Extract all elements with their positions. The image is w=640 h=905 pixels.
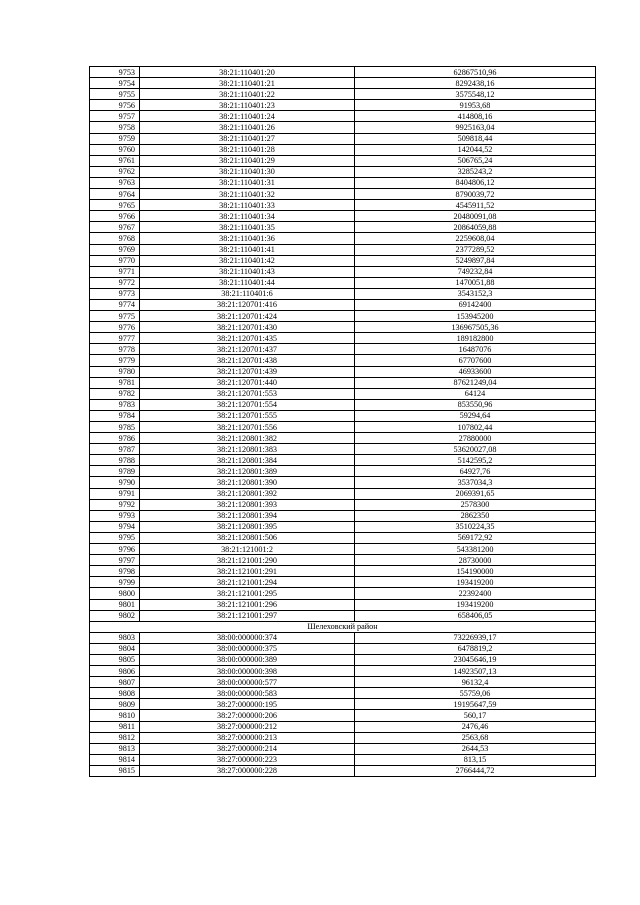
cadastral-value: 853550,96 (355, 399, 596, 410)
cadastral-value: 67707600 (355, 355, 596, 366)
cadastral-value: 2766444,72 (355, 765, 596, 776)
cadastral-number: 38:00:000000:398 (140, 666, 355, 677)
row-number: 9785 (90, 422, 140, 433)
row-number: 9775 (90, 311, 140, 322)
cadastral-value: 8790039,72 (355, 189, 596, 200)
cadastral-value: 1470051,88 (355, 277, 596, 288)
cadastral-value: 16487076 (355, 344, 596, 355)
row-number: 9778 (90, 344, 140, 355)
row-number: 9777 (90, 333, 140, 344)
table-row (90, 754, 596, 765)
cadastral-number: 38:21:110401:6 (140, 288, 355, 299)
table-row (90, 643, 596, 654)
cadastral-number: 38:21:120801:383 (140, 444, 355, 455)
table-row (90, 532, 596, 543)
row-number: 9772 (90, 277, 140, 288)
row-number: 9761 (90, 155, 140, 166)
row-number: 9784 (90, 410, 140, 421)
table-row (90, 577, 596, 588)
cadastral-value: 153945200 (355, 311, 596, 322)
cadastral-number: 38:21:110401:28 (140, 144, 355, 155)
table-row (90, 67, 596, 78)
cadastral-number: 38:21:110401:43 (140, 266, 355, 277)
table-row (90, 444, 596, 455)
row-number: 9755 (90, 89, 140, 100)
cadastral-number: 38:21:110401:33 (140, 200, 355, 211)
cadastral-number: 38:21:110401:44 (140, 277, 355, 288)
cadastral-number: 38:27:000000:206 (140, 710, 355, 721)
cadastral-value: 2259608,04 (355, 233, 596, 244)
cadastral-number: 38:27:000000:212 (140, 721, 355, 732)
cadastral-number: 38:21:120801:382 (140, 433, 355, 444)
row-number: 9754 (90, 78, 140, 89)
cadastral-number: 38:21:120701:555 (140, 410, 355, 421)
cadastral-value: 91953,68 (355, 100, 596, 111)
row-number: 9781 (90, 377, 140, 388)
table-row (90, 466, 596, 477)
row-number: 9765 (90, 200, 140, 211)
cadastral-number: 38:21:120701:439 (140, 366, 355, 377)
cadastral-value: 8404806,12 (355, 177, 596, 188)
cadastral-number: 38:21:121001:2 (140, 544, 355, 555)
table-row (90, 122, 596, 133)
row-number: 9812 (90, 732, 140, 743)
cadastral-value: 749232,84 (355, 266, 596, 277)
row-number: 9766 (90, 211, 140, 222)
cadastral-number: 38:21:110401:24 (140, 111, 355, 122)
table-row (90, 322, 596, 333)
cadastral-value: 3285243,2 (355, 166, 596, 177)
table-row (90, 166, 596, 177)
row-number: 9800 (90, 588, 140, 599)
row-number: 9789 (90, 466, 140, 477)
cadastral-number: 38:21:120701:440 (140, 377, 355, 388)
cadastral-number: 38:21:121001:291 (140, 566, 355, 577)
row-number: 9805 (90, 654, 140, 665)
cadastral-number: 38:21:110401:29 (140, 155, 355, 166)
row-number: 9814 (90, 754, 140, 765)
cadastral-value: 64124 (355, 388, 596, 399)
table-row (90, 399, 596, 410)
cadastral-number: 38:00:000000:374 (140, 632, 355, 643)
table-row (90, 388, 596, 399)
cadastral-value: 53620027,08 (355, 444, 596, 455)
cadastral-value: 20864059,88 (355, 222, 596, 233)
cadastral-number: 38:21:120801:395 (140, 521, 355, 532)
row-number: 9769 (90, 244, 140, 255)
cadastral-value: 28730000 (355, 555, 596, 566)
row-number: 9815 (90, 765, 140, 776)
row-number: 9776 (90, 322, 140, 333)
cadastral-value: 3537034,3 (355, 477, 596, 488)
cadastral-number: 38:00:000000:577 (140, 677, 355, 688)
cadastral-value: 658406,05 (355, 610, 596, 621)
cadastral-number: 38:21:120701:430 (140, 322, 355, 333)
cadastral-number: 38:27:000000:195 (140, 699, 355, 710)
cadastral-value: 59294,64 (355, 410, 596, 421)
table-row (90, 133, 596, 144)
cadastral-value: 506765,24 (355, 155, 596, 166)
cadastral-value: 5249897,84 (355, 255, 596, 266)
table-row (90, 111, 596, 122)
cadastral-value: 73226939,17 (355, 632, 596, 643)
cadastral-number: 38:27:000000:214 (140, 743, 355, 754)
table-row (90, 377, 596, 388)
table-row (90, 299, 596, 310)
table-row (90, 710, 596, 721)
table-row (90, 200, 596, 211)
cadastral-number: 38:21:110401:23 (140, 100, 355, 111)
cadastral-value: 2476,46 (355, 721, 596, 732)
table-row (90, 455, 596, 466)
table-row (90, 544, 596, 555)
table-row (90, 588, 596, 599)
row-number: 9786 (90, 433, 140, 444)
cadastral-number: 38:00:000000:583 (140, 688, 355, 699)
row-number: 9795 (90, 532, 140, 543)
cadastral-value: 107802,44 (355, 422, 596, 433)
cadastral-number: 38:21:121001:296 (140, 599, 355, 610)
cadastral-number: 38:21:121001:295 (140, 588, 355, 599)
row-number: 9758 (90, 122, 140, 133)
cadastral-number: 38:21:120701:556 (140, 422, 355, 433)
cadastral-number: 38:27:000000:228 (140, 765, 355, 776)
row-number: 9774 (90, 299, 140, 310)
table-row (90, 488, 596, 499)
row-number: 9768 (90, 233, 140, 244)
cadastral-number: 38:21:120801:393 (140, 499, 355, 510)
row-number: 9807 (90, 677, 140, 688)
cadastral-number: 38:21:120701:553 (140, 388, 355, 399)
table-row (90, 288, 596, 299)
section-header (90, 621, 596, 632)
table-row (90, 732, 596, 743)
table-row (90, 89, 596, 100)
row-number: 9756 (90, 100, 140, 111)
cadastral-value: 813,15 (355, 754, 596, 765)
cadastral-value: 3575548,12 (355, 89, 596, 100)
table-body-part-2 (90, 632, 596, 776)
cadastral-value: 27880000 (355, 433, 596, 444)
row-number: 9759 (90, 133, 140, 144)
cadastral-number: 38:21:110401:31 (140, 177, 355, 188)
cadastral-value: 136967505,36 (355, 322, 596, 333)
cadastral-number: 38:21:120701:416 (140, 299, 355, 310)
cadastral-value: 5142595,2 (355, 455, 596, 466)
table-row (90, 599, 596, 610)
cadastral-number: 38:21:110401:22 (140, 89, 355, 100)
row-number: 9780 (90, 366, 140, 377)
cadastral-number: 38:00:000000:389 (140, 654, 355, 665)
table-row (90, 499, 596, 510)
table-row (90, 344, 596, 355)
cadastral-value: 22392400 (355, 588, 596, 599)
table-row (90, 632, 596, 643)
cadastral-number: 38:21:120801:384 (140, 455, 355, 466)
row-number: 9770 (90, 255, 140, 266)
cadastral-number: 38:21:110401:27 (140, 133, 355, 144)
cadastral-value: 55759,06 (355, 688, 596, 699)
cadastral-value: 2563,68 (355, 732, 596, 743)
cadastral-value: 569172,92 (355, 532, 596, 543)
table-row (90, 233, 596, 244)
cadastral-number: 38:27:000000:223 (140, 754, 355, 765)
row-number: 9798 (90, 566, 140, 577)
cadastral-value: 4545911,52 (355, 200, 596, 211)
table-row (90, 266, 596, 277)
row-number: 9764 (90, 189, 140, 200)
table-row (90, 566, 596, 577)
table-row (90, 255, 596, 266)
row-number: 9810 (90, 710, 140, 721)
cadastral-value: 6478819,2 (355, 643, 596, 654)
row-number: 9803 (90, 632, 140, 643)
cadastral-value: 543381200 (355, 544, 596, 555)
cadastral-value: 560,17 (355, 710, 596, 721)
row-number: 9811 (90, 721, 140, 732)
table-row (90, 666, 596, 677)
table-row (90, 189, 596, 200)
row-number: 9799 (90, 577, 140, 588)
row-number: 9782 (90, 388, 140, 399)
table-row (90, 743, 596, 754)
table-row (90, 699, 596, 710)
cadastral-number: 38:21:120801:394 (140, 510, 355, 521)
cadastral-number: 38:21:120801:390 (140, 477, 355, 488)
row-number: 9797 (90, 555, 140, 566)
cadastral-number: 38:21:120701:435 (140, 333, 355, 344)
cadastral-number: 38:21:120701:438 (140, 355, 355, 366)
row-number: 9788 (90, 455, 140, 466)
table-row (90, 155, 596, 166)
cadastral-value: 189182800 (355, 333, 596, 344)
row-number: 9791 (90, 488, 140, 499)
row-number: 9796 (90, 544, 140, 555)
row-number: 9793 (90, 510, 140, 521)
table-row (90, 333, 596, 344)
cadastral-value: 142044,52 (355, 144, 596, 155)
cadastral-value: 193419200 (355, 577, 596, 588)
cadastral-number: 38:00:000000:375 (140, 643, 355, 654)
table-row (90, 355, 596, 366)
cadastral-value: 23045646,19 (355, 654, 596, 665)
table-row (90, 78, 596, 89)
row-number: 9802 (90, 610, 140, 621)
cadastral-number: 38:21:121001:290 (140, 555, 355, 566)
table-row (90, 177, 596, 188)
cadastral-value: 2377289,52 (355, 244, 596, 255)
cadastral-value: 19195647,59 (355, 699, 596, 710)
cadastral-number: 38:21:120801:389 (140, 466, 355, 477)
table-row (90, 100, 596, 111)
cadastral-value: 193419200 (355, 599, 596, 610)
table-row (90, 654, 596, 665)
table-row (90, 510, 596, 521)
row-number: 9767 (90, 222, 140, 233)
cadastral-value: 20480091,08 (355, 211, 596, 222)
table-row (90, 311, 596, 322)
cadastral-value: 14923507,13 (355, 666, 596, 677)
cadastral-number: 38:21:110401:35 (140, 222, 355, 233)
row-number: 9790 (90, 477, 140, 488)
row-number: 9783 (90, 399, 140, 410)
cadastral-number: 38:21:120701:554 (140, 399, 355, 410)
cadastral-value: 3543152,3 (355, 288, 596, 299)
table-row (90, 366, 596, 377)
cadastral-number: 38:21:120801:392 (140, 488, 355, 499)
table-row (90, 211, 596, 222)
row-number: 9771 (90, 266, 140, 277)
cadastral-number: 38:21:110401:26 (140, 122, 355, 133)
cadastral-value: 2862350 (355, 510, 596, 521)
cadastral-number: 38:21:120801:506 (140, 532, 355, 543)
cadastral-number: 38:21:121001:297 (140, 610, 355, 621)
cadastral-value: 2578300 (355, 499, 596, 510)
table-body-part-1 (90, 67, 596, 622)
cadastral-value-table (89, 66, 596, 777)
row-number: 9792 (90, 499, 140, 510)
table-row (90, 521, 596, 532)
cadastral-value: 154190000 (355, 566, 596, 577)
row-number: 9813 (90, 743, 140, 754)
cadastral-value: 96132,4 (355, 677, 596, 688)
row-number: 9762 (90, 166, 140, 177)
table-row (90, 721, 596, 732)
cadastral-number: 38:21:121001:294 (140, 577, 355, 588)
cadastral-number: 38:21:110401:34 (140, 211, 355, 222)
section-title: Шелеховский район (90, 621, 596, 632)
row-number: 9753 (90, 67, 140, 78)
row-number: 9806 (90, 666, 140, 677)
cadastral-number: 38:21:110401:42 (140, 255, 355, 266)
table-row (90, 677, 596, 688)
table-row (90, 277, 596, 288)
cadastral-number: 38:21:110401:30 (140, 166, 355, 177)
row-number: 9773 (90, 288, 140, 299)
row-number: 9763 (90, 177, 140, 188)
cadastral-value: 64927,76 (355, 466, 596, 477)
cadastral-value: 2644,53 (355, 743, 596, 754)
table-row (90, 688, 596, 699)
cadastral-value: 2069391,65 (355, 488, 596, 499)
table-row (90, 144, 596, 155)
row-number: 9801 (90, 599, 140, 610)
cadastral-value: 69142400 (355, 299, 596, 310)
cadastral-value: 87621249,04 (355, 377, 596, 388)
cadastral-value: 9925163,04 (355, 122, 596, 133)
cadastral-value: 46933600 (355, 366, 596, 377)
cadastral-number: 38:21:110401:36 (140, 233, 355, 244)
cadastral-value: 414808,16 (355, 111, 596, 122)
cadastral-number: 38:21:120701:424 (140, 311, 355, 322)
row-number: 9808 (90, 688, 140, 699)
cadastral-value: 8292438,16 (355, 78, 596, 89)
row-number: 9757 (90, 111, 140, 122)
table-row (90, 244, 596, 255)
cadastral-number: 38:21:110401:21 (140, 78, 355, 89)
row-number: 9787 (90, 444, 140, 455)
table-row (90, 610, 596, 621)
row-number: 9804 (90, 643, 140, 654)
table-row (90, 765, 596, 776)
cadastral-number: 38:21:120701:437 (140, 344, 355, 355)
cadastral-value: 3510224,35 (355, 521, 596, 532)
cadastral-number: 38:21:110401:20 (140, 67, 355, 78)
row-number: 9794 (90, 521, 140, 532)
row-number: 9809 (90, 699, 140, 710)
cadastral-value: 509818,44 (355, 133, 596, 144)
section-row (90, 621, 596, 632)
row-number: 9760 (90, 144, 140, 155)
table-row (90, 477, 596, 488)
table-row (90, 433, 596, 444)
cadastral-number: 38:27:000000:213 (140, 732, 355, 743)
table-row (90, 222, 596, 233)
table-row (90, 410, 596, 421)
cadastral-value: 62867510,96 (355, 67, 596, 78)
cadastral-number: 38:21:110401:41 (140, 244, 355, 255)
row-number: 9779 (90, 355, 140, 366)
table-row (90, 555, 596, 566)
table-row (90, 422, 596, 433)
cadastral-number: 38:21:110401:32 (140, 189, 355, 200)
